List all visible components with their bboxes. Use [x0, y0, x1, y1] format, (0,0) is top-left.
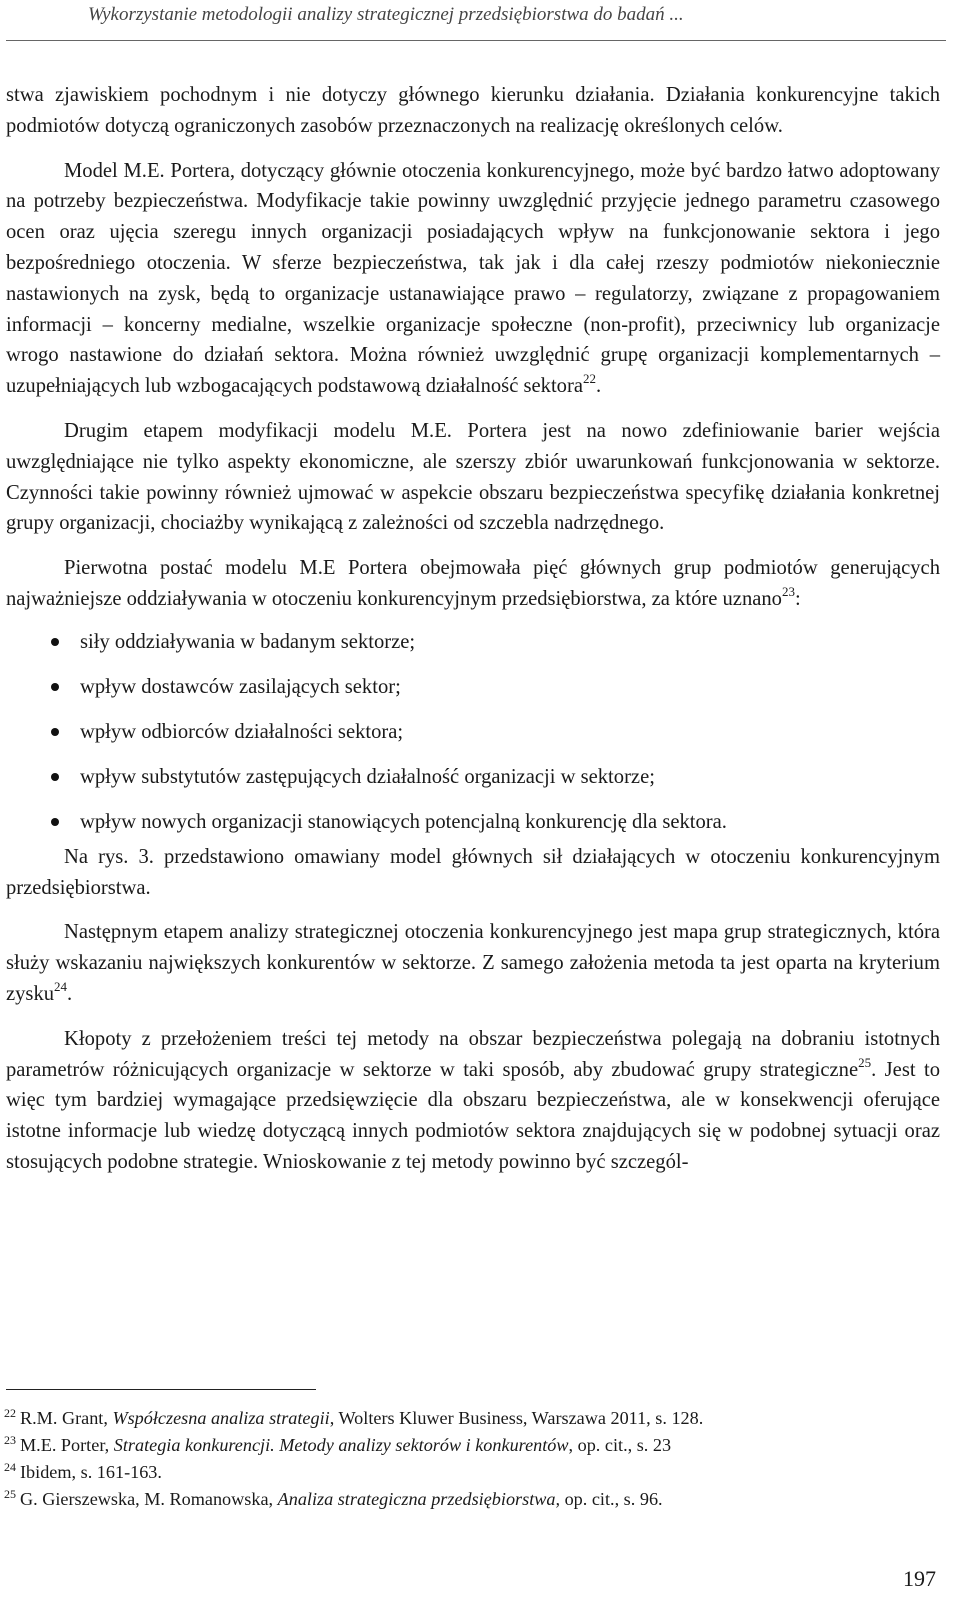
paragraph-7: Kłopoty z przełożeniem treści tej metody na obszar bezpieczeństwa polegają na dobraniu istotnych parametrów różnicujących organizacje w sektorze w taki sposób, aby zbudować grupy strategiczne$^{25}$. Jest to więc tym bardziej wymagające przedsięwzięcie dla obszaru bezpieczeństwa, ale w konsekwencji oferujące istotne informacje lub wiedzę dotyczącą innych podmiotów sektora znajdujących się w podobnej sytuacji oraz stosujących podobne strategie. Wnioskowanie z tej metody powinno być szczegól-	[6, 1027, 940, 1173]
bullet-list	[6, 627, 940, 852]
list-item: wpływ substytutów zastępujących działalność organizacji w sektorze;	[6, 762, 940, 807]
list-item: wpływ odbiorców działalności sektora;	[6, 717, 940, 762]
paragraph-6: Następnym etapem analizy strategicznej otoczenia konkurencyjnego jest mapa grup strategicznych, która służy wskazaniu największych konkurentów w sektorze. Z samego założenia metoda ta jest oparta na kryterium zysku$^{24}$.	[6, 921, 940, 1005]
footnote-separator	[6, 1389, 316, 1390]
list-item: siły oddziaływania w badanym sektorze;	[6, 627, 940, 672]
footnote-ref-23[interactable]: 23	[781, 583, 795, 599]
footnote-ref-24[interactable]: 24	[54, 978, 68, 994]
list-item: wpływ nowych organizacji stanowiących potencjalną konkurencję dla sektora.	[6, 807, 940, 852]
footnote-23: $^{23}$ M.E. Porter, Strategia konkurencji. Metody analizy sektorów i konkurentów, op. cit., s. 23	[4, 1433, 672, 1455]
list-item: wpływ dostawców zasilających sektor;	[6, 672, 940, 717]
footnote-ref-22[interactable]: 22	[582, 371, 596, 387]
page-number: 197	[903, 1566, 936, 1591]
body-text	[6, 80, 940, 1178]
paragraph-4: Pierwotna postać modelu M.E Portera obejmowała pięć głównych grup podmiotów generujących najważniejsze oddziaływania w otoczeniu konkurencyjnym przedsiębiorstwa, za które uznano$^{23}$:	[6, 557, 940, 610]
paragraph-5: Na rys. 3. przedstawiono omawiany model głównych sił działających w otoczeniu konkurencyjnym przedsiębiorstwa.	[6, 845, 940, 899]
header-rule	[6, 40, 946, 41]
footnote-22: $^{22}$ R.M. Grant, Współczesna analiza strategii, Wolters Kluwer Business, Warszawa 2011, s. 128.	[4, 1406, 704, 1428]
footnote-ref-25[interactable]: 25	[858, 1054, 872, 1070]
paragraph-2: Model M.E. Portera, dotyczący głównie otoczenia konkurencyjnego, może być bardzo łatwo adoptowany na potrzeby bezpieczeństwa. Modyfikacje takie powinny uwzględnić przyjęcie jednego parametru czasowego ocen oraz ujęcia szeregu innych organizacji posiadających wpływ na funkcjonowanie sektora i jego bezpośredniego otoczenia. W sferze bezpieczeństwa, tak jak i dla całej rzeszy podmiotów niekoniecznie nastawionych na zysk, będą to organizacje ustanawiające prawo – regulatorzy, związane z propagowaniem informacji – koncerny medialne, wszelkie organizacje społeczne (non-profit), przeciwnicy lub organizacje wrogo nastawione do działań sektora. Można również uwzględnić grupę organizacji komplementarnych – uzupełniających lub wzbogacających podstawową działalność sektora$^{22}$.	[6, 159, 940, 398]
paragraph-1: stwa zjawiskiem pochodnym i nie dotyczy głównego kierunku działania. Działania konkurencyjne takich podmiotów dotyczą ograniczonych zasobów przeznaczonych na realizację określonych celów.	[6, 84, 940, 137]
footnote-25: $^{25}$ G. Gierszewska, M. Romanowska, Analiza strategiczna przedsiębiorstwa, op. cit., s. 96.	[4, 1487, 663, 1509]
footnote-24: $^{24}$ Ibidem, s. 161-163.	[4, 1460, 162, 1482]
paragraph-3: Drugim etapem modyfikacji modelu M.E. Portera jest na nowo zdefiniowanie barier wejścia uwzględniające nie tylko aspekty ekonomiczne, ale szerszy zbiór uwarunkowań funkcjonowania w sektorze. Czynności takie powinny również ujmować w aspekcie obszaru bezpieczeństwa specyfikę działania konkretnej grupy organizacji, chociażby wynikającą z zależności od szczebla nadrzędnego.	[6, 419, 940, 535]
bullet-icon	[51, 818, 59, 826]
bullet-icon	[51, 683, 59, 691]
bullet-icon	[51, 638, 59, 646]
footnotes	[4, 1405, 940, 1513]
running-header: Wykorzystanie metodologii analizy strategicznej przedsiębiorstwa do badań ...	[88, 4, 684, 25]
bullet-icon	[51, 728, 59, 736]
bullet-icon	[51, 773, 59, 781]
